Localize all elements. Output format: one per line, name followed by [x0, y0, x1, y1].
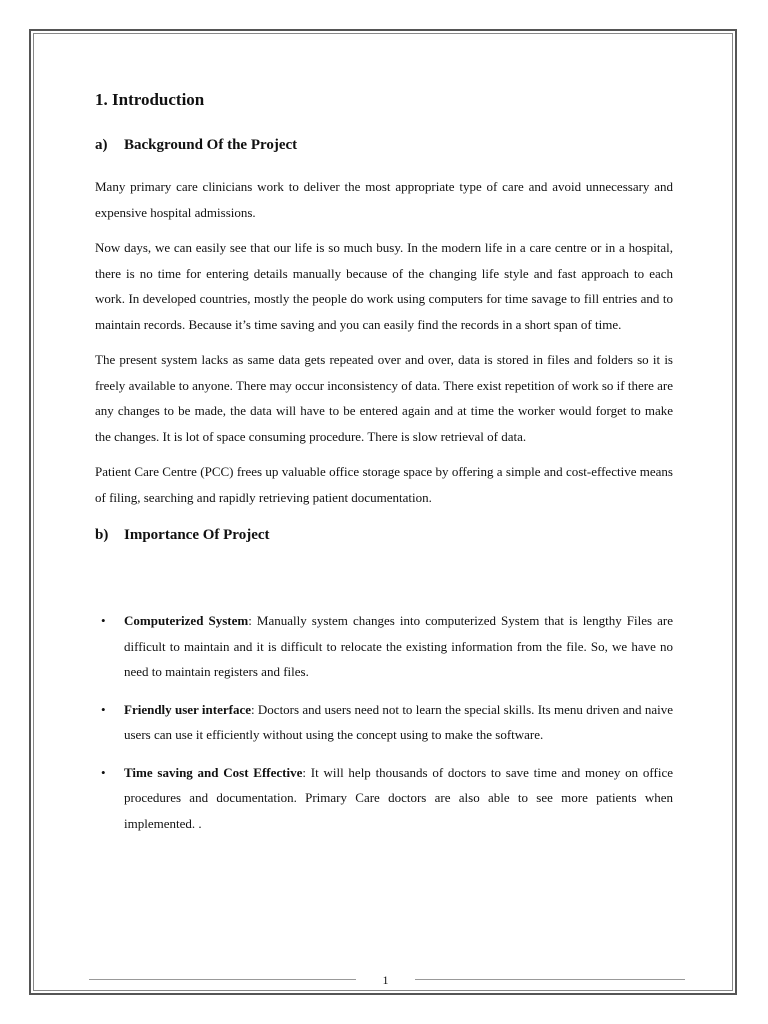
footer-rule-left: [89, 979, 356, 980]
paragraph-1: Many primary care clinicians work to deliver the most appropriate type of care and avoid unnecessary and expensive hospital admissions.: [95, 179, 673, 220]
list-item: [95, 697, 673, 748]
section-b-marker: b): [95, 527, 109, 543]
paragraph-4: Patient Care Centre (PCC) frees up valuable office storage space by offering a simple and cost-effective means of filing, searching and rapidly retrieving patient documentation.: [95, 464, 673, 505]
importance-list: [95, 608, 673, 836]
section-spacer: [95, 564, 673, 608]
section-a-marker: a): [95, 137, 108, 153]
list-item: [95, 608, 673, 685]
section-b-heading: [95, 524, 673, 546]
page-footer: [89, 970, 685, 990]
bullet-icon: •: [101, 764, 106, 780]
list-item-text: : Manually system changes into computerized System that is lengthy Files are difficult to maintain and it is difficult to relocate the existing information from the file. So, we have no need to maintain registers and files.: [124, 613, 673, 679]
list-item-text: : Doctors and users need not to learn the special skills. Its menu driven and naive users can use it efficiently without using the concept using to make the software.: [124, 701, 673, 742]
section-b-heading-text: Importance Of Project: [124, 527, 270, 543]
page-number: 1: [382, 973, 389, 987]
bullet-icon: •: [101, 701, 106, 717]
list-item-term: Time saving and Cost Effective: [124, 764, 303, 780]
list-item: [95, 760, 673, 837]
list-item-text: : It will help thousands of doctors to save time and money on office procedures and documentation. Primary Care doctors are also able to see more patients when implemented. .: [124, 764, 673, 831]
section-a-heading-text: Background Of the Project: [124, 137, 298, 153]
paragraph-2: Now days, we can easily see that our life is so much busy. In the modern life in a care centre or in a hospital, there is no time for entering details manually because of the changing life style and fast approach to each work. In developed countries, mostly the people do work using computers for time savage to fill entries and to maintain records. Because it’s time saving and you can easily find the records in a short span of time.: [95, 240, 673, 332]
list-item-term: Computerized System: [124, 613, 249, 628]
document-title: 1. Introduction: [95, 90, 205, 109]
list-item-term: Friendly user interface: [124, 701, 251, 717]
footer-rule-right: [415, 979, 685, 980]
section-a-heading: [95, 134, 673, 156]
paragraph-3: The present system lacks as same data gets repeated over and over, data is stored in files and folders so it is freely available to anyone. There may occur inconsistency of data. There exist repetition of work so if there are any changes to be made, the data will have to be entered again and at time the worker would forget to make the changes. It is lot of space consuming procedure. There is slow retrieval of data.: [95, 352, 673, 444]
document-body: [95, 88, 673, 848]
bullet-icon: •: [101, 613, 106, 628]
